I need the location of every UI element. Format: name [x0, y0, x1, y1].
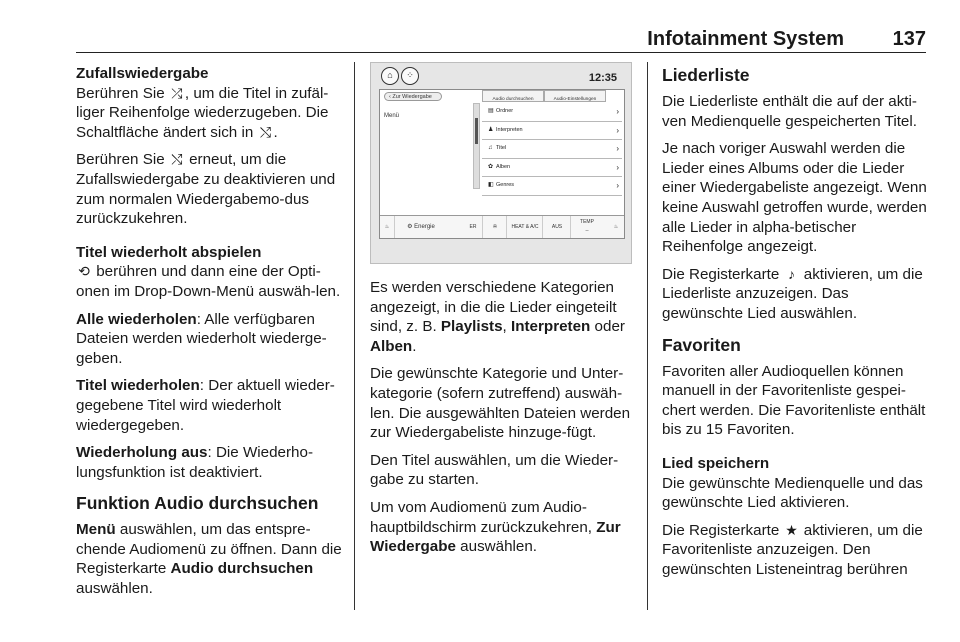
paragraph: [370, 278, 632, 356]
text: Die Registerkarte: [662, 521, 784, 539]
back-to-playback-button[interactable]: ‹ Zur Wiedergabe: [384, 92, 442, 101]
text: : Der aktuell wieder-gegebene Titel wird wiederholt wiedergegeben.: [76, 377, 335, 434]
text: : Die Wiederho-lungsfunktion ist deaktiviert.: [76, 444, 314, 481]
paragraph: [76, 150, 344, 228]
list-item-label: Genres: [496, 182, 515, 188]
paragraph: [76, 84, 344, 143]
energy-label: Energie: [414, 224, 435, 230]
paragraph: [76, 376, 344, 435]
list-item-albums[interactable]: [482, 159, 622, 178]
energy-button[interactable]: ⚙ Energie: [407, 224, 435, 230]
text: auswählen.: [455, 538, 538, 556]
tab-label: Audio-Einstellungen: [553, 97, 597, 102]
tab-bar: [482, 90, 622, 102]
term: Playlists: [440, 318, 503, 336]
clock: 12:35: [588, 72, 617, 84]
er-label: ER: [464, 216, 483, 238]
text: auswählen, um das entspre-chende Audiomenü zu öffnen. Dann die Registerkarte: [76, 521, 342, 578]
shuffle-active-icon: ⤭: [171, 151, 183, 168]
text: ,: [502, 318, 511, 336]
album-icon: ✿: [488, 163, 494, 170]
page-header: [76, 26, 926, 53]
paragraph: Die Liederliste enthält die auf der akti-ven Medienquelle gespeicherten Titel.: [662, 93, 917, 130]
screen-display: [379, 89, 625, 239]
term: Audio durchsuchen: [170, 560, 314, 578]
section-heading-repeat: Titel wiederholt abspielen: [76, 243, 262, 261]
text: Um vom Audiomenü zum Audio-hauptbildschirm zurückzukehren,: [370, 498, 597, 536]
list-item-titles[interactable]: [482, 140, 622, 159]
column-2: [370, 64, 632, 565]
paragraph: [76, 443, 344, 482]
climate-bar: [380, 215, 624, 238]
list-item-label: Alben: [496, 163, 511, 170]
text: .: [412, 337, 417, 355]
paragraph: [76, 520, 344, 598]
text: aktivieren, um die Favoritenliste anzuzeigen. Den gewünschten Listeneintrag berühren: [662, 521, 923, 578]
term: Interpreten: [511, 318, 591, 336]
paragraph: Die gewünschte Medienquelle und das gewünschte Lied aktivieren.: [662, 474, 923, 512]
back-label: Zur Wiedergabe: [392, 94, 432, 100]
menu-label: Menü: [384, 113, 400, 119]
paragraph: Je nach voriger Auswahl werden die Lieder eines Albums oder die Lieder einer Wiedergabeliste angezeigt. Wenn keine Auswahl getroffen wurde, werden alle Lieder in alpha-betischer Reihenfolge angezeigt.: [662, 140, 927, 256]
tab-label: Audio durchsuchen: [492, 97, 534, 102]
scrollbar[interactable]: [473, 103, 480, 189]
term: Alben: [370, 337, 413, 355]
tab-browse-audio[interactable]: [482, 90, 544, 102]
shuffle-active-icon: ⤭: [259, 123, 272, 140]
list-item-folders[interactable]: [482, 103, 622, 122]
text: Berühren Sie: [76, 151, 169, 169]
text: oder: [590, 318, 625, 336]
column-divider-1: [354, 62, 355, 610]
folder-icon: ▤: [488, 108, 494, 114]
text: erneut, um die Zufallswiedergabe zu deaktivieren und zum normalen Wiedergabemo-dus zurückzukehren.: [76, 151, 336, 228]
text: berühren und dann eine der Opti-onen im Drop-Down-Menü auswäh-len.: [76, 263, 341, 300]
section-heading-shuffle: Zufallswiedergabe: [76, 65, 209, 82]
song-list-icon: ♪: [788, 265, 796, 282]
list-item-artists[interactable]: [482, 122, 622, 141]
apps-icon: ⁘: [401, 67, 419, 85]
infotainment-screenshot: [370, 62, 632, 264]
section-heading-songlist: Liederliste: [662, 65, 750, 85]
genre-icon: ◧: [488, 182, 494, 188]
list-item-genres[interactable]: [482, 177, 622, 196]
paragraph: [662, 265, 930, 324]
column-3: [662, 64, 930, 587]
paragraph: [76, 262, 344, 301]
text: Die Registerkarte: [662, 265, 784, 283]
list-item-label: Titel: [496, 145, 507, 151]
auto-button[interactable]: AUS: [544, 216, 571, 238]
section-heading-save-song: Lied speichern: [662, 454, 770, 472]
header-title: Infotainment System: [647, 28, 844, 50]
temp-value: --: [585, 228, 589, 234]
favorites-list-icon: ★: [785, 521, 798, 538]
text: aktivieren, um die Liederliste anzuzeigen. Das gewünschte Lied auswählen.: [662, 265, 923, 322]
section-heading-browse: Funktion Audio durchsuchen: [76, 493, 319, 514]
text: , um die Titel in zufäl-liger Reihenfolge wiederzugeben. Die Schaltfläche ändert sich in: [76, 84, 329, 141]
seat-heat-icon[interactable]: ♨: [613, 224, 619, 230]
seat-heat-icon[interactable]: ♨: [380, 216, 395, 238]
term: Titel wiederholen: [76, 377, 200, 395]
column-divider-2: [647, 62, 648, 610]
chevron-right-icon: ›: [616, 162, 619, 172]
term: Menü: [76, 521, 116, 539]
chevron-right-icon: ›: [616, 125, 619, 135]
paragraph: Favoriten aller Audioquellen können manuell in der Favoritenliste gespei-chert werden. Die Favoritenliste enthält bis zu 15 Favoriten.: [662, 362, 926, 439]
section-heading-favorites: Favoriten: [662, 334, 741, 355]
tab-audio-settings[interactable]: [544, 90, 606, 102]
paragraph: [370, 498, 632, 557]
text: .: [273, 123, 278, 141]
paragraph: Die gewünschte Kategorie und Unter-kategorie (sofern zutreffend) auswäh-len. Die ausgewählten Dateien werden zur Wiedergabeliste hinzuge-fügt.: [370, 365, 631, 442]
chevron-right-icon: ›: [616, 144, 619, 153]
text: auswählen.: [76, 580, 153, 598]
term: Alle wiederholen: [76, 310, 197, 328]
fan-icon[interactable]: ✇: [484, 216, 507, 238]
paragraph: Den Titel auswählen, um die Wieder-gabe zu starten.: [370, 451, 619, 489]
repeat-icon: ⟲: [78, 263, 90, 280]
category-list: [482, 103, 622, 196]
music-note-icon: ♫: [488, 145, 493, 151]
temp-display[interactable]: [572, 216, 602, 240]
heat-ac-button[interactable]: HEAT & A/C: [508, 216, 543, 238]
shuffle-icon: ⤮: [171, 84, 183, 101]
text: : Alle verfügbaren Dateien werden wiederholt wiederge-geben.: [76, 310, 327, 367]
text: Es werden verschiedene Kategorien angezeigt, in die die Lieder eingeteilt sind, z. B.: [370, 279, 617, 336]
temp-label: TEMP: [580, 219, 594, 225]
paragraph: [662, 521, 930, 580]
term: Zur Wiedergabe: [370, 518, 621, 556]
chevron-right-icon: ›: [616, 107, 619, 116]
page-number: 137: [892, 28, 926, 50]
list-item-label: Ordner: [496, 108, 514, 114]
scrollbar-thumb[interactable]: [475, 118, 478, 144]
home-icon: ⌂: [381, 67, 399, 85]
chevron-right-icon: ›: [616, 181, 619, 190]
paragraph: [76, 310, 344, 369]
person-icon: ♟: [488, 126, 494, 133]
list-item-label: Interpreten: [496, 126, 523, 133]
column-1: [76, 64, 344, 607]
text: Berühren Sie: [76, 84, 169, 102]
term: Wiederholung aus: [76, 444, 208, 462]
